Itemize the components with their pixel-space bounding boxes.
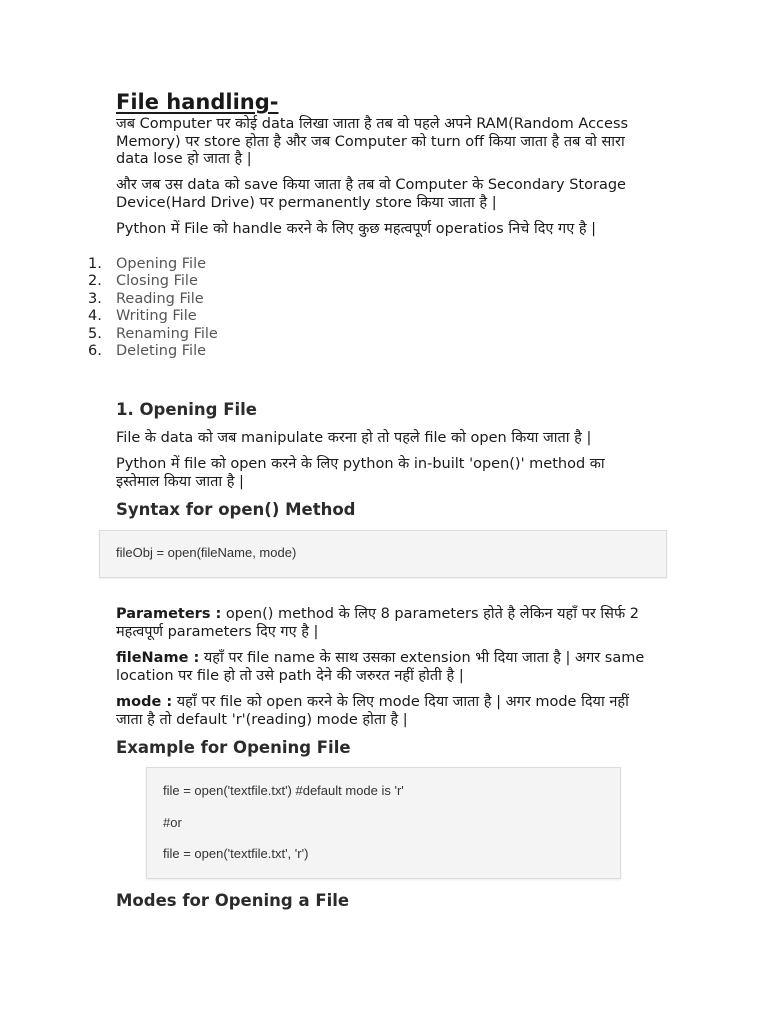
open-method-paragraph: Python में file को open करने के लिए python के in-built 'open()' method का इस्तेमाल किया जाता है | bbox=[116, 456, 605, 490]
list-number: 1. bbox=[88, 256, 102, 272]
example-heading: Example for Opening File bbox=[116, 738, 351, 757]
page-title: File handling- bbox=[116, 90, 279, 114]
list-item bbox=[88, 273, 218, 290]
modes-heading: Modes for Opening a File bbox=[116, 891, 350, 910]
list-number: 5. bbox=[88, 325, 102, 342]
list-item bbox=[88, 326, 218, 343]
list-number: 3. bbox=[88, 290, 102, 307]
filename-paragraph bbox=[116, 650, 646, 685]
parameters-text: open() method के लिए 8 parameters होते है लेकिन यहाँ पर सिर्फ 2 महत्वपूर्ण parameters दिए गए है | bbox=[116, 606, 639, 640]
list-item-label: Closing File bbox=[116, 273, 198, 290]
list-item-label: Reading File bbox=[116, 290, 204, 307]
code-line: file = open('textfile.txt', 'r') bbox=[163, 846, 309, 861]
list-item bbox=[88, 343, 218, 360]
list-item-label: Writing File bbox=[116, 308, 197, 325]
list-item-label: Renaming File bbox=[116, 325, 218, 342]
intro-paragraph-operations: Python में File को handle करने के लिए कुछ महत्वपूर्ण operatios निचे दिए गए है | bbox=[116, 221, 597, 237]
operations-list bbox=[88, 256, 218, 360]
list-number: 6. bbox=[88, 343, 102, 360]
list-number: 4. bbox=[88, 308, 102, 325]
syntax-code-block bbox=[99, 530, 667, 578]
intro-paragraph-storage: और जब उस data को save किया जाता है तब वो Computer के Secondary Storage Device(Hard Drive) पर permanently store किया जाता है | bbox=[116, 177, 626, 211]
mode-text: यहाँ पर file को open करने के लिए mode दिया जाता है | अगर mode दिया नहीं जाता है तो default 'r'(reading) mode होता है | bbox=[116, 694, 629, 728]
mode-label: mode : bbox=[116, 694, 173, 710]
code-line: file = open('textfile.txt') #default mode is 'r' bbox=[163, 783, 404, 798]
intro-paragraph-ram: जब Computer पर कोई data लिखा जाता है तब वो पहले अपने RAM(Random Access Memory) पर store होता है और जब Computer को turn off किया जाता है तब वो सारा data lose हो जाता है | bbox=[116, 116, 629, 167]
code-line: #or bbox=[163, 815, 182, 830]
example-code-block bbox=[146, 767, 621, 879]
opening-file-paragraph: File के data को जब manipulate करना हो तो पहले file को open किया जाता है | bbox=[116, 430, 592, 446]
list-item-label: Opening File bbox=[116, 256, 207, 272]
parameters-label: Parameters : bbox=[116, 606, 222, 622]
section-heading-opening-file: 1. Opening File bbox=[116, 400, 257, 419]
list-item bbox=[88, 308, 218, 325]
filename-text: यहाँ पर file name के साथ उसका extension भी दिया जाता है | अगर same location पर file हो तो उसे path देने की जरुरत नहीं होती है | bbox=[116, 650, 645, 684]
list-item bbox=[88, 291, 218, 308]
mode-paragraph bbox=[116, 694, 646, 729]
syntax-heading: Syntax for open() Method bbox=[116, 500, 356, 519]
filename-label: fileName : bbox=[116, 650, 200, 666]
code-line: fileObj = open(fileName, mode) bbox=[116, 545, 297, 560]
list-item-label: Deleting File bbox=[116, 343, 207, 360]
list-item bbox=[88, 256, 218, 273]
list-number: 2. bbox=[88, 273, 102, 290]
parameters-paragraph bbox=[116, 606, 646, 641]
